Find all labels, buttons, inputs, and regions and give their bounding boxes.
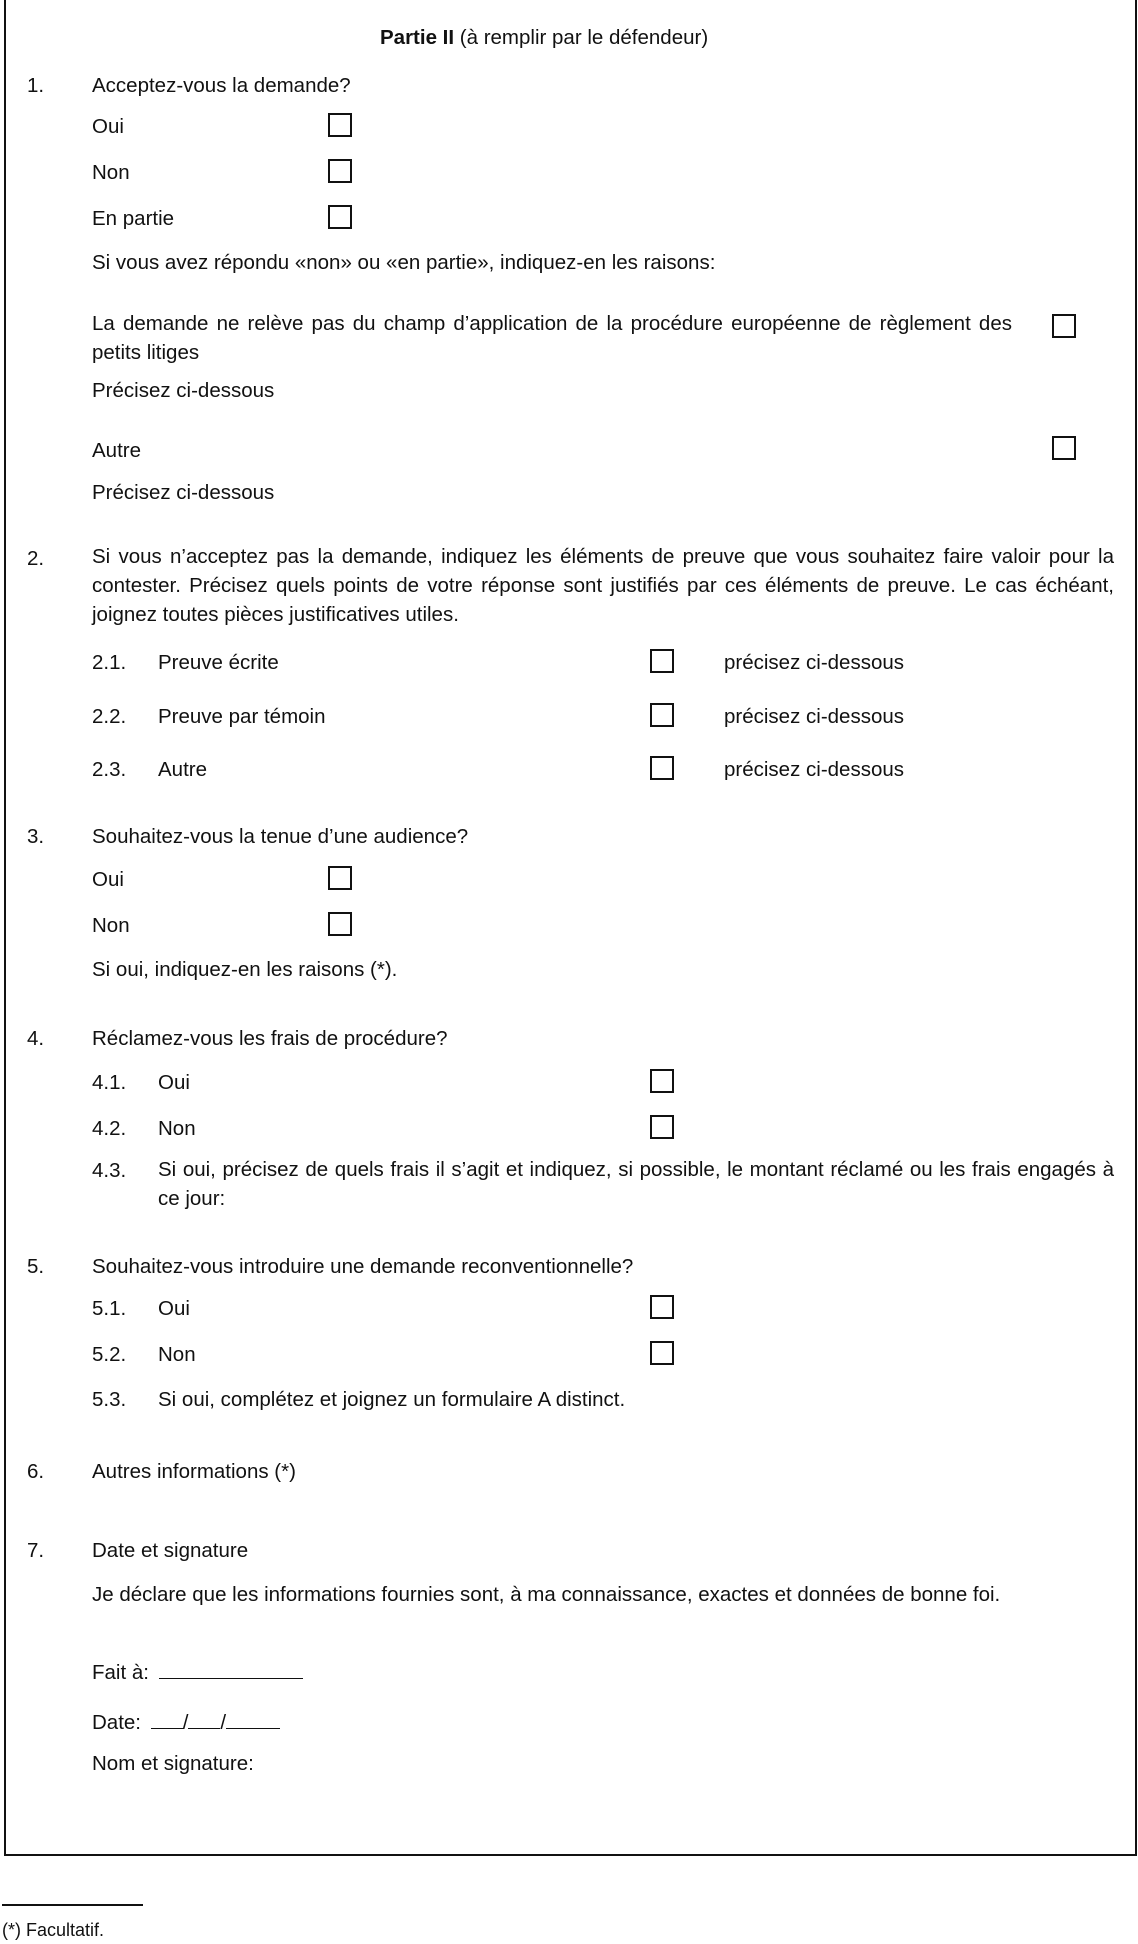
q5-item-number: 5.1. (92, 1297, 127, 1320)
q2-item-number: 2.1. (92, 651, 127, 674)
q1-reason-other: Autre (92, 439, 141, 462)
q1-reason-scope-checkbox[interactable] (1052, 314, 1076, 338)
signature-label: Nom et signature: (92, 1752, 254, 1775)
q3-oui-checkbox[interactable] (328, 866, 352, 890)
q2-witness-proof-checkbox[interactable] (650, 703, 674, 727)
q1-if-no-text: Si vous avez répondu «non» ou «en partie», indiquez-en les raisons: (92, 251, 716, 274)
place-field[interactable] (159, 1658, 303, 1679)
q3-option-non: Non (92, 914, 130, 937)
q5-number: 5. (27, 1255, 45, 1278)
q1-reason-other-checkbox[interactable] (1052, 436, 1076, 460)
q7-declaration: Je déclare que les informations fournies sont, à ma connaissance, exactes et données de bonne foi. (92, 1583, 1001, 1606)
part-heading-rest: (à remplir par le défendeur) (459, 26, 709, 49)
q4-costs-text: Si oui, précisez de quels frais il s’agit et indiquez, si possible, le montant réclamé ou les frais engagés à ce jour: (158, 1158, 1114, 1210)
q5-item-label: Non (158, 1343, 196, 1366)
q3-non-checkbox[interactable] (328, 912, 352, 936)
date-line (92, 1708, 280, 1735)
date-year-field[interactable] (226, 1708, 280, 1729)
date-label: Date: (92, 1711, 141, 1734)
q1-en-partie-checkbox[interactable] (328, 205, 352, 229)
date-day-field[interactable] (151, 1708, 183, 1729)
q2-item-label: Preuve par témoin (158, 705, 326, 728)
q1-reason-scope: La demande ne relève pas du champ d’application de la procédure européenne de règlement des petits litiges (92, 312, 1012, 364)
q1-number: 1. (27, 74, 45, 97)
q2-item-number: 2.2. (92, 705, 127, 728)
q4-item-label: Non (158, 1117, 196, 1140)
q2-other-proof-checkbox[interactable] (650, 756, 674, 780)
q2-text: Si vous n’acceptez pas la demande, indiquez les éléments de preuve que vous souhaitez faire valoir pour la contester. Précisez quels points de votre réponse sont justifiés par ces éléments de preuve. Le cas échéant, joignez toutes pièces justificatives utiles. (92, 545, 1114, 626)
q2-number: 2. (27, 547, 45, 570)
q2-written-proof-checkbox[interactable] (650, 649, 674, 673)
q1-specify-1: Précisez ci-dessous (92, 379, 275, 402)
part-heading-bold: Partie II (380, 26, 455, 49)
q2-item-note: précisez ci-dessous (724, 651, 905, 674)
q5-item-label: Oui (158, 1297, 190, 1320)
q3-if-yes-text: Si oui, indiquez-en les raisons (*). (92, 958, 398, 981)
q5-question: Souhaitez-vous introduire une demande reconventionnelle? (92, 1255, 634, 1278)
q4-item-number: 4.1. (92, 1071, 127, 1094)
footnote-rule (2, 1904, 143, 1906)
q2-item-number: 2.3. (92, 758, 127, 781)
q5-non-checkbox[interactable] (650, 1341, 674, 1365)
q2-item-note: précisez ci-dessous (724, 705, 905, 728)
q2-item-note: précisez ci-dessous (724, 758, 905, 781)
q1-specify-2: Précisez ci-dessous (92, 481, 275, 504)
q4-number: 4. (27, 1027, 45, 1050)
q4-oui-checkbox[interactable] (650, 1069, 674, 1093)
place-label: Fait à: (92, 1661, 149, 1684)
q1-option-non: Non (92, 161, 130, 184)
q1-non-checkbox[interactable] (328, 159, 352, 183)
q2-item-label: Autre (158, 758, 207, 781)
q1-oui-checkbox[interactable] (328, 113, 352, 137)
q3-option-oui: Oui (92, 868, 124, 891)
q1-option-oui: Oui (92, 115, 124, 138)
q5-item-number: 5.2. (92, 1343, 127, 1366)
footnote: (*) Facultatif. (2, 1920, 105, 1940)
q5-item-number: 5.3. (92, 1388, 127, 1411)
q4-item-number: 4.2. (92, 1117, 127, 1140)
place-line (92, 1658, 303, 1685)
part-heading (380, 25, 708, 50)
q4-question: Réclamez-vous les frais de procédure? (92, 1027, 448, 1050)
q6-label: Autres informations (*) (92, 1460, 296, 1483)
q3-question: Souhaitez-vous la tenue d’une audience? (92, 825, 469, 848)
date-separator: / (220, 1711, 227, 1734)
q3-number: 3. (27, 825, 45, 848)
q1-question: Acceptez-vous la demande? (92, 74, 351, 97)
q5-item-label: Si oui, complétez et joignez un formulaire A distinct. (158, 1388, 626, 1411)
form-frame (4, 0, 1137, 1856)
q4-item-label: Oui (158, 1071, 190, 1094)
q7-label: Date et signature (92, 1539, 249, 1562)
q4-non-checkbox[interactable] (650, 1115, 674, 1139)
q1-option-en-partie: En partie (92, 207, 175, 230)
q7-number: 7. (27, 1539, 45, 1562)
date-separator: / (182, 1711, 189, 1734)
date-month-field[interactable] (188, 1708, 220, 1729)
q6-number: 6. (27, 1460, 45, 1483)
q4-item-number: 4.3. (92, 1159, 127, 1182)
q2-item-label: Preuve écrite (158, 651, 279, 674)
q5-oui-checkbox[interactable] (650, 1295, 674, 1319)
